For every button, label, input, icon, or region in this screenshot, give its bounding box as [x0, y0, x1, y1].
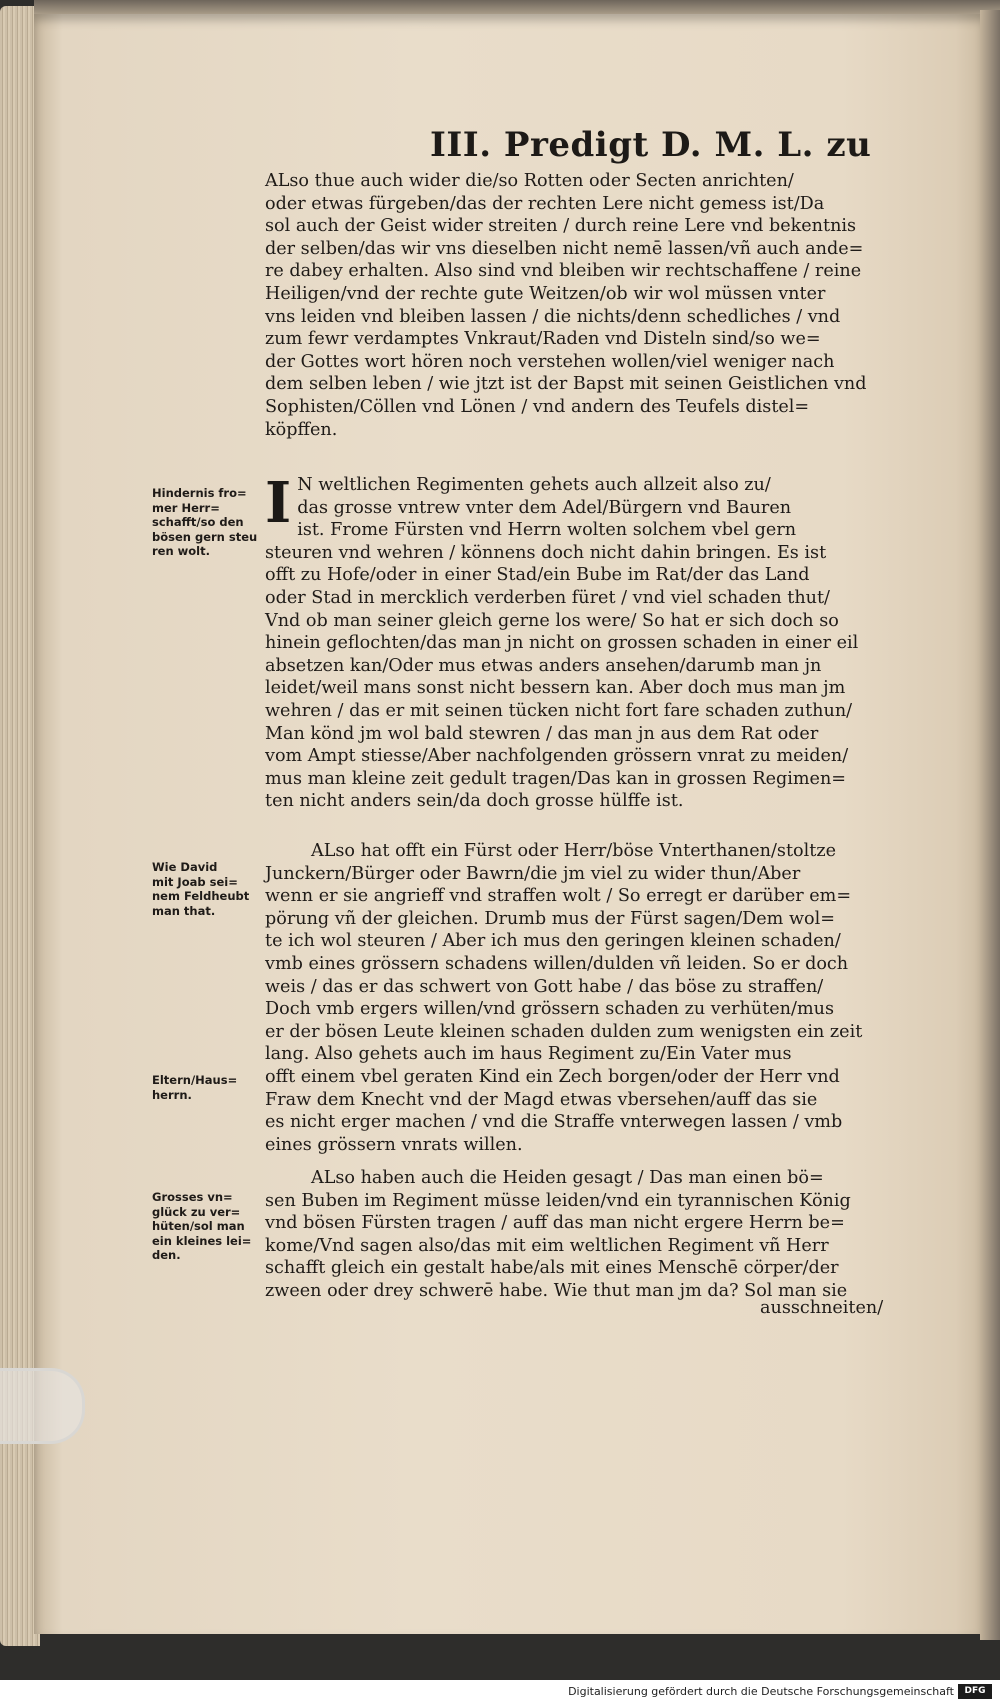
text-line: hinein geflochten/das man jn nicht on grossen schaden in einer eil	[265, 633, 859, 654]
paragraph-2	[265, 470, 905, 813]
text-line: wehren / das er mit seinen tücken nicht fort fare schaden zuthun/	[265, 700, 853, 721]
text-line: Doch vmb ergers willen/vnd grössern schaden zu verhüten/mus	[265, 999, 834, 1020]
paper-clip	[0, 1368, 85, 1444]
margin-note-line: Grosses vn=	[152, 1190, 233, 1204]
text-line: offt zu Hofe/oder in einer Stad/ein Bube im Rat/der das Land	[265, 565, 810, 586]
text-line: es nicht erger machen / vnd die Straffe vnterwegen lassen / vmb	[265, 1112, 843, 1133]
text-line: leidet/weil mans sonst nicht bessern kan. Aber doch mus man jm	[265, 678, 846, 699]
text-line: Heiligen/vnd der rechte gute Weitzen/ob wir wol müssen vnter	[265, 283, 826, 304]
text-line: wenn er sie angrieff vnd straffen wolt / So erregt er darüber em=	[265, 886, 852, 907]
text-line: er der bösen Leute kleinen schaden dulden zum wenigsten ein zeit	[265, 1021, 863, 1042]
text-line: pörung vñ der gleichen. Drumb mus der Fürst sagen/Dem wol=	[265, 908, 835, 929]
text-line: eines grössern vnrats willen.	[265, 1134, 523, 1155]
text-line: ALso hat offt ein Fürst oder Herr/böse Vnterthanen/stoltze	[311, 841, 836, 861]
margin-note-line: ein kleines lei=	[152, 1233, 252, 1248]
text-line: vmb eines grössern schadens willen/dulden vñ leiden. So er doch	[265, 953, 849, 974]
paragraph-1	[265, 170, 905, 441]
text-line: N weltlichen Regimenten gehets auch allzeit also zu/	[297, 475, 771, 495]
text-line: zum fewr verdamptes Vnkraut/Raden vnd Disteln sind/so we=	[265, 329, 821, 350]
margin-note-line: den.	[152, 1248, 181, 1262]
text-line: zween oder drey schwerē habe. Wie thut man jm da? Sol man sie	[265, 1280, 848, 1301]
text-line: Fraw dem Knecht vnd der Magd etwas vbersehen/auff das sie	[265, 1089, 818, 1110]
margin-note-line: man that.	[152, 903, 216, 918]
margin-note-2	[152, 860, 270, 918]
text-line: sol auch der Geist wider streiten / durch reine Lere vnd bekentnis	[265, 216, 857, 237]
text-line: ist. Frome Fürsten vnd Herrn wolten solchem vbel gern	[297, 520, 797, 541]
text-line: te ich wol steuren / Aber ich mus den geringen kleinen schaden/	[265, 931, 841, 952]
text-line: re dabey erhalten. Also sind vnd bleiben wir rechtschaffene / reine	[265, 261, 862, 282]
margin-note-line: Eltern/Haus=	[152, 1073, 238, 1087]
text-line: sen Buben im Regiment müsse leiden/vnd ein tyrannischen König	[265, 1190, 851, 1211]
margin-note-line: herrn.	[152, 1087, 192, 1102]
text-line: steuren vnd wehren / könnens doch nicht dahin bringen. Es ist	[265, 542, 827, 563]
page-right-edge	[980, 10, 1000, 1640]
margin-note-3	[152, 1073, 270, 1102]
text-line: lang. Also gehets auch im haus Regiment zu/Ein Vater mus	[265, 1044, 792, 1065]
text-line: ten nicht anders sein/da doch grosse hülffe ist.	[265, 791, 684, 812]
text-line: schafft gleich ein gestalt habe/als mit eines Menschē cörper/der	[265, 1258, 839, 1279]
text-line: vns leiden vnd bleiben lassen / die nichts/denn schedliches / vnd	[265, 306, 841, 327]
text-line: Man könd jm wol bald stewren / das man jn aus dem Rat oder	[265, 723, 819, 744]
paragraph-4	[265, 1167, 905, 1303]
text-line: dem selben leben / wie jtzt ist der Bapst mit seinen Geistlichen vnd	[265, 374, 867, 395]
catchword: ausschneiten/	[760, 1298, 884, 1318]
margin-note-4	[152, 1190, 270, 1263]
text-line: das grosse vntrew vnter dem Adel/Bürgern vnd Bauren	[297, 497, 792, 518]
text-line: ALso thue auch wider die/so Rotten oder Secten anrichten/	[265, 171, 794, 191]
margin-note-line: mit Joab sei=	[152, 874, 238, 889]
text-line: der Gottes wort hören noch verstehen wollen/viel weniger nach	[265, 351, 835, 372]
paragraph-3	[265, 840, 905, 1156]
dfg-logo: DFG	[958, 1684, 992, 1699]
text-line: Sophisten/Cöllen vnd Lönen / vnd andern des Teufels distel=	[265, 396, 810, 417]
text-line: vnd bösen Fürsten tragen / auff das man nicht ergere Herrn be=	[265, 1213, 845, 1234]
margin-note-line: Wie David	[152, 860, 218, 874]
text-line: ALso haben auch die Heiden gesagt / Das man einen bö=	[311, 1168, 824, 1188]
text-line: mus man kleine zeit gedult tragen/Das kan in grossen Regimen=	[265, 768, 847, 789]
text-line: weis / das er das schwert von Gott habe / das böse zu straffen/	[265, 976, 824, 997]
text-line: Junckern/Bürger oder Bawrn/die jm viel zu wider thun/Aber	[265, 863, 801, 884]
text-line: oder etwas fürgeben/das der rechten Lere nicht gemess ist/Da	[265, 193, 825, 214]
margin-note-line: ren wolt.	[152, 544, 210, 558]
margin-note-line: mer Herr=	[152, 500, 220, 515]
margin-note-1	[152, 486, 270, 559]
text-line: kome/Vnd sagen also/das mit eim weltlichen Regiment vñ Herr	[265, 1235, 829, 1256]
text-line: Vnd ob man seiner gleich gerne los were/ So hat er sich doch so	[265, 610, 839, 631]
drop-capital: I	[265, 470, 292, 536]
footer-credit: Digitalisierung gefördert durch die Deutsche Forschungsgemeinschaft	[568, 1685, 954, 1698]
margin-note-line: glück zu ver=	[152, 1204, 241, 1219]
text-line: offt einem vbel geraten Kind ein Zech borgen/oder der Herr vnd	[265, 1066, 840, 1087]
text-line: oder Stad in mercklich verderben füret / vnd viel schaden thut/	[265, 587, 830, 608]
margin-note-line: hüten/sol man	[152, 1219, 245, 1233]
text-line: vom Ampt stiesse/Aber nachfolgenden grössern vnrat zu meiden/	[265, 746, 849, 767]
text-line: köpffen.	[265, 419, 338, 440]
margin-note-line: bösen gern steu	[152, 529, 258, 544]
margin-note-line: Hindernis fro=	[152, 486, 247, 500]
text-line: absetzen kan/Oder mus etwas anders ansehen/darumb man jn	[265, 655, 822, 676]
margin-note-line: nem Feldheubt	[152, 889, 250, 903]
text-line: der selben/das wir vns dieselben nicht nemē lassen/vñ auch ande=	[265, 238, 864, 259]
running-head: III. Predigt D. M. L. zu	[430, 125, 872, 165]
margin-note-line: schafft/so den	[152, 515, 244, 529]
